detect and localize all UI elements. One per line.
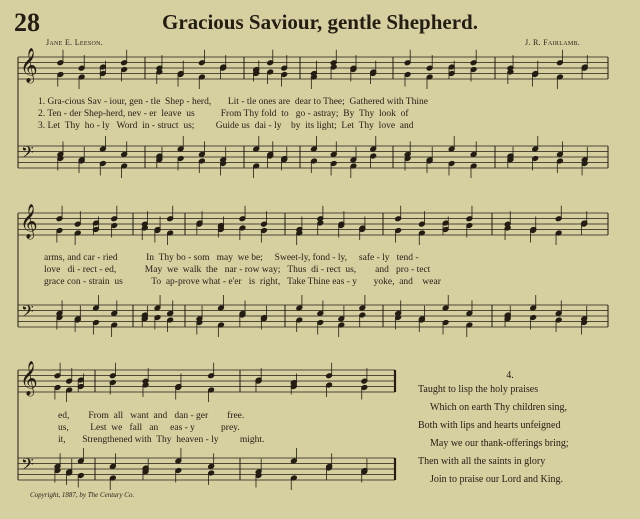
note-chord bbox=[530, 217, 537, 243]
verse-4-line: Join to praise our Lord and King. bbox=[430, 474, 564, 485]
note-chord bbox=[330, 141, 337, 175]
note-chord bbox=[74, 211, 81, 245]
note-chord bbox=[470, 50, 477, 82]
note-chord bbox=[317, 206, 324, 235]
note-chord bbox=[177, 136, 184, 171]
note-chord bbox=[66, 459, 73, 485]
note-chord bbox=[359, 217, 366, 241]
note-chord bbox=[141, 306, 148, 327]
note-chord bbox=[338, 211, 345, 237]
note-chord bbox=[504, 211, 511, 240]
hymn-number: 28 bbox=[14, 8, 40, 37]
note-chord bbox=[361, 459, 368, 483]
note-chord bbox=[466, 206, 473, 238]
lyric-line-verse-3: grace con - strain us To ap-prove what - e'er is right, Take Thine eas - y yoke, and wear bbox=[44, 277, 441, 287]
note-chord bbox=[419, 306, 426, 332]
bass-staff bbox=[18, 458, 395, 480]
note-chord bbox=[142, 368, 149, 397]
note-chord bbox=[317, 300, 324, 334]
note-chord bbox=[426, 55, 433, 89]
note-chord bbox=[326, 453, 333, 480]
lyric-line-verse-1: ed, From all want and dan - ger free. bbox=[58, 411, 245, 421]
note-chord bbox=[220, 55, 227, 79]
note-chord bbox=[255, 368, 262, 392]
copyright-notice: Copyright, 1887, by The Century Co. bbox=[30, 491, 135, 499]
note-chord bbox=[78, 147, 85, 173]
note-chord bbox=[507, 147, 514, 168]
lyric-line-verse-2: 2. Ten - der Shep-herd, nev - er leave us From Thy fold to go - astray; By Thy look of bbox=[38, 109, 409, 119]
treble-staff bbox=[18, 213, 608, 235]
hymn-title: Gracious Saviour, gentle Shepherd. bbox=[161, 10, 478, 34]
note-chord bbox=[78, 55, 85, 89]
bass-staff bbox=[18, 305, 608, 327]
note-chord bbox=[419, 211, 426, 245]
verse-4-number: 4. bbox=[506, 370, 514, 381]
note-chord bbox=[507, 55, 514, 84]
note-chord bbox=[196, 211, 203, 235]
note-chord bbox=[466, 300, 473, 337]
lyric-line-verse-3: 3. Let Thy ho - ly Word in - struct us; Guide us dai - ly by its light; Let Thy love and bbox=[38, 121, 414, 131]
note-chord bbox=[100, 136, 107, 176]
bass-clef-icon: 𝄢 bbox=[21, 301, 34, 325]
note-chord bbox=[267, 141, 274, 168]
note-chord bbox=[218, 217, 225, 238]
note-chord bbox=[442, 217, 449, 236]
note-chord bbox=[154, 295, 161, 330]
note-chord bbox=[359, 295, 366, 327]
note-chord bbox=[291, 374, 298, 395]
treble-clef-icon: 𝄞 bbox=[20, 48, 38, 83]
note-chord bbox=[121, 50, 128, 82]
note-chord bbox=[66, 368, 73, 402]
note-chord bbox=[154, 217, 161, 243]
note-chord bbox=[93, 295, 100, 335]
note-chord bbox=[581, 55, 588, 79]
note-chord bbox=[361, 368, 368, 399]
note-chord bbox=[142, 459, 149, 480]
note-chord bbox=[581, 211, 588, 235]
note-chord bbox=[504, 306, 511, 327]
note-chord bbox=[370, 61, 377, 85]
note-chord bbox=[78, 448, 85, 488]
note-chord bbox=[93, 217, 100, 236]
verse-4-line: Taught to lisp the holy praises bbox=[418, 384, 539, 395]
treble-clef-icon: 𝄞 bbox=[20, 361, 38, 396]
lyric-line-verse-2: us, Lest we fall an eas - y prey. bbox=[58, 423, 240, 433]
note-chord bbox=[296, 295, 303, 332]
note-chord bbox=[175, 448, 182, 483]
note-chord bbox=[261, 211, 268, 242]
lyric-line-verse-1: 1. Gra-cious Sav - iour, gen - tle Shep - herd, Lit - tle ones are dear to Thee; Gathered with Thine bbox=[38, 97, 428, 107]
lyric-line-verse-3: it, Strengthened with Thy heaven - ly might. bbox=[58, 435, 265, 445]
bass-clef-icon: 𝄢 bbox=[21, 142, 34, 166]
note-chord bbox=[330, 50, 337, 79]
note-chord bbox=[448, 61, 455, 80]
note-chord bbox=[426, 147, 433, 173]
note-chord bbox=[448, 136, 455, 176]
note-chord bbox=[156, 147, 163, 168]
verse-4-line: May we our thank-offerings bring; bbox=[430, 438, 569, 449]
note-chord bbox=[199, 50, 206, 89]
lyricist-credit: Jane E. Leeson. bbox=[46, 38, 104, 47]
note-chord bbox=[281, 147, 288, 171]
note-chord bbox=[141, 211, 148, 240]
note-chord bbox=[281, 55, 288, 86]
note-chord bbox=[156, 55, 163, 84]
verse-4-line: Then with all the saints in glory bbox=[418, 456, 546, 467]
note-chord bbox=[350, 55, 357, 81]
note-chord bbox=[530, 295, 537, 330]
note-chord bbox=[442, 295, 449, 335]
verse-4-line: Which on earth Thy children sing, bbox=[430, 402, 568, 413]
note-chord bbox=[167, 206, 174, 245]
note-chord bbox=[111, 206, 118, 238]
note-chord bbox=[532, 61, 539, 87]
note-chord bbox=[532, 136, 539, 171]
note-chord bbox=[555, 206, 562, 245]
note-chord bbox=[470, 141, 477, 178]
note-chord bbox=[311, 61, 318, 90]
note-chord bbox=[557, 50, 564, 89]
note-chord bbox=[253, 61, 260, 82]
note-chord bbox=[296, 217, 303, 246]
note-chord bbox=[311, 136, 318, 173]
bass-clef-icon: 𝄢 bbox=[21, 454, 34, 478]
note-chord bbox=[100, 61, 107, 80]
lyric-line-verse-2: love di - rect - ed, May we walk the nar - row way; Thus di - rect us, and pro - tect bbox=[44, 265, 431, 275]
note-chord bbox=[177, 61, 184, 87]
note-chord bbox=[121, 141, 128, 178]
note-chord bbox=[239, 300, 246, 327]
note-chord bbox=[208, 363, 215, 402]
note-chord bbox=[370, 136, 377, 168]
note-chord bbox=[78, 374, 85, 393]
composer-credit: J. R. Fairlamb. bbox=[525, 38, 581, 47]
treble-clef-icon: 𝄞 bbox=[20, 204, 38, 239]
verse-4-line: Both with lips and hearts unfeigned bbox=[418, 420, 561, 431]
note-chord bbox=[74, 306, 81, 332]
note-chord bbox=[110, 363, 117, 395]
treble-staff bbox=[18, 370, 395, 392]
note-chord bbox=[111, 300, 118, 337]
lyric-line-verse-1: arms, and car - ried In Thy bo - som may we be; Sweet-ly, fond - ly, safe - ly tend - bbox=[44, 253, 419, 263]
note-chord bbox=[261, 306, 268, 330]
note-chord bbox=[110, 453, 117, 490]
note-chord bbox=[175, 374, 182, 400]
